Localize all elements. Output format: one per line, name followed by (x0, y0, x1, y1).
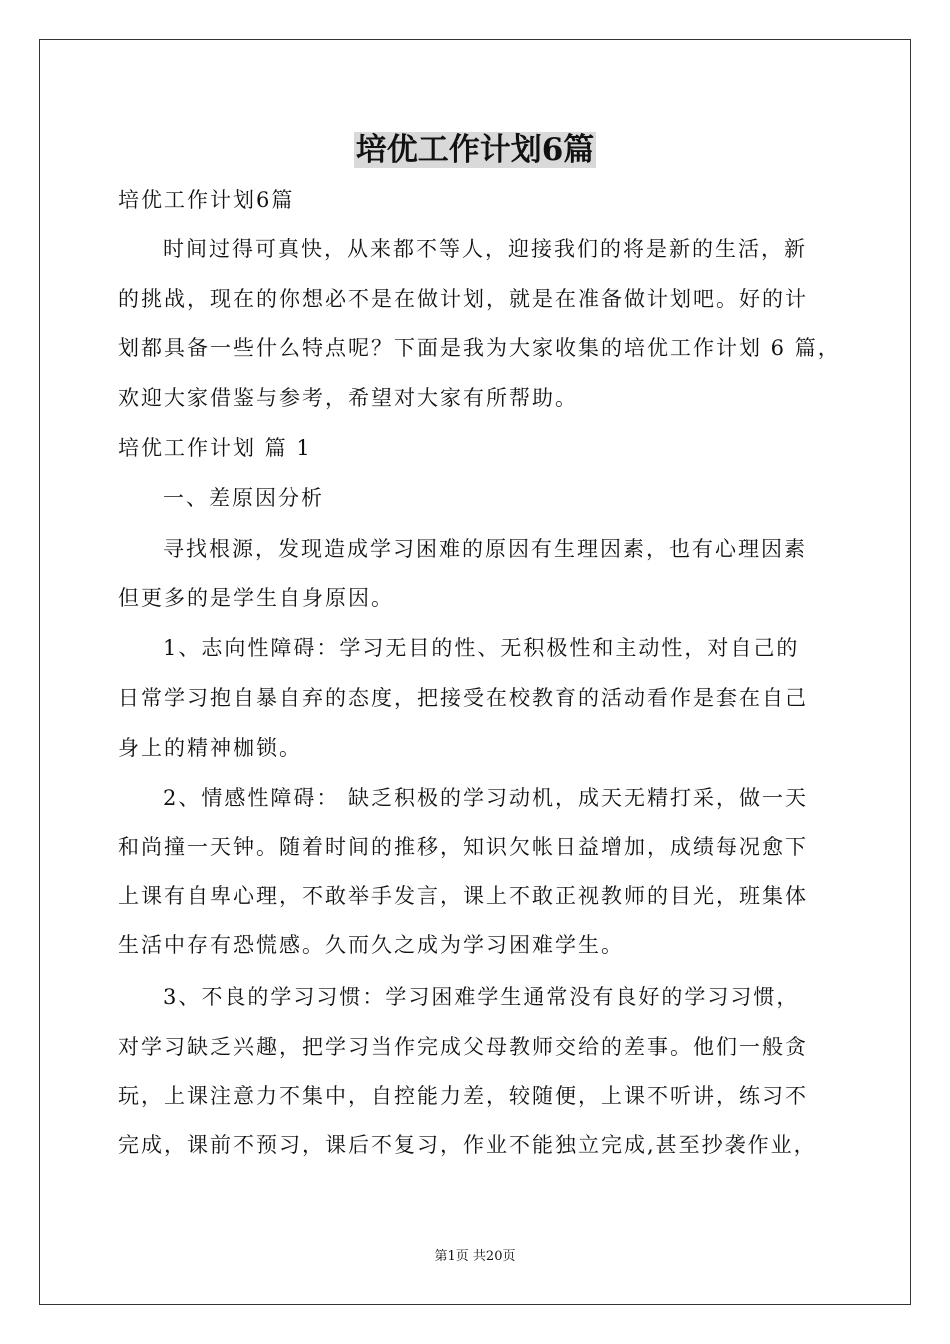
paragraph-line: 寻找根源，发现造成学习困难的原因有生理因素，也有心理因素 (163, 537, 807, 561)
section-heading: 培优工作计划 篇 1 (118, 436, 312, 460)
intro-line: 划都具备一些什么特点呢？下面是我为大家收集的培优工作计划 6 篇， (118, 336, 841, 360)
item-line: 上课有自卑心理，不敢举手发言，课上不敢正视教师的目光，班集体 (118, 884, 808, 908)
intro-line: 时间过得可真快，从来都不等人，迎接我们的将是新的生活，新 (163, 237, 807, 261)
item-line: 对学习缺乏兴趣，把学习当作完成父母教师交给的差事。他们一般贪 (118, 1035, 808, 1059)
item-line: 生活中存有恐慌感。久而久之成为学习困难学生。 (118, 933, 624, 957)
paragraph-line: 但更多的是学生自身原因。 (118, 586, 394, 610)
page-footer: 第1页 共20页 (434, 1249, 516, 1264)
item-line: 玩，上课注意力不集中，自控能力差，较随便，上课不听讲，练习不 (118, 1084, 808, 1108)
item-line: 1、志向性障碍：学习无目的性、无积极性和主动性，对自己的 (163, 636, 800, 660)
item-line: 身上的精神枷锁。 (118, 736, 302, 760)
document-title-text: 培优工作计划6篇 (355, 132, 595, 168)
item-line: 3、不良的学习习惯：学习困难学生通常没有良好的学习习惯， (163, 985, 800, 1009)
item-line: 2、情感性障碍： 缺乏积极的学习动机，成天无精打采，做一天 (163, 786, 809, 810)
page-border (39, 39, 911, 1305)
document-subtitle: 培优工作计划6篇 (118, 188, 295, 212)
item-line: 和尚撞一天钟。随着时间的推移，知识欠帐日益增加，成绩每况愈下 (118, 835, 808, 859)
item-line: 完成，课前不预习，课后不复习，作业不能独立完成,甚至抄袭作业， (118, 1133, 817, 1157)
item-line: 日常学习抱自暴自弃的态度，把接受在校教育的活动看作是套在自己 (118, 686, 808, 710)
document-title (0, 128, 950, 172)
intro-line: 的挑战，现在的你想必不是在做计划，就是在准备做计划吧。好的计 (118, 287, 808, 311)
sub-heading: 一、差原因分析 (163, 486, 324, 510)
intro-line: 欢迎大家借鉴与参考，希望对大家有所帮助。 (118, 386, 578, 410)
